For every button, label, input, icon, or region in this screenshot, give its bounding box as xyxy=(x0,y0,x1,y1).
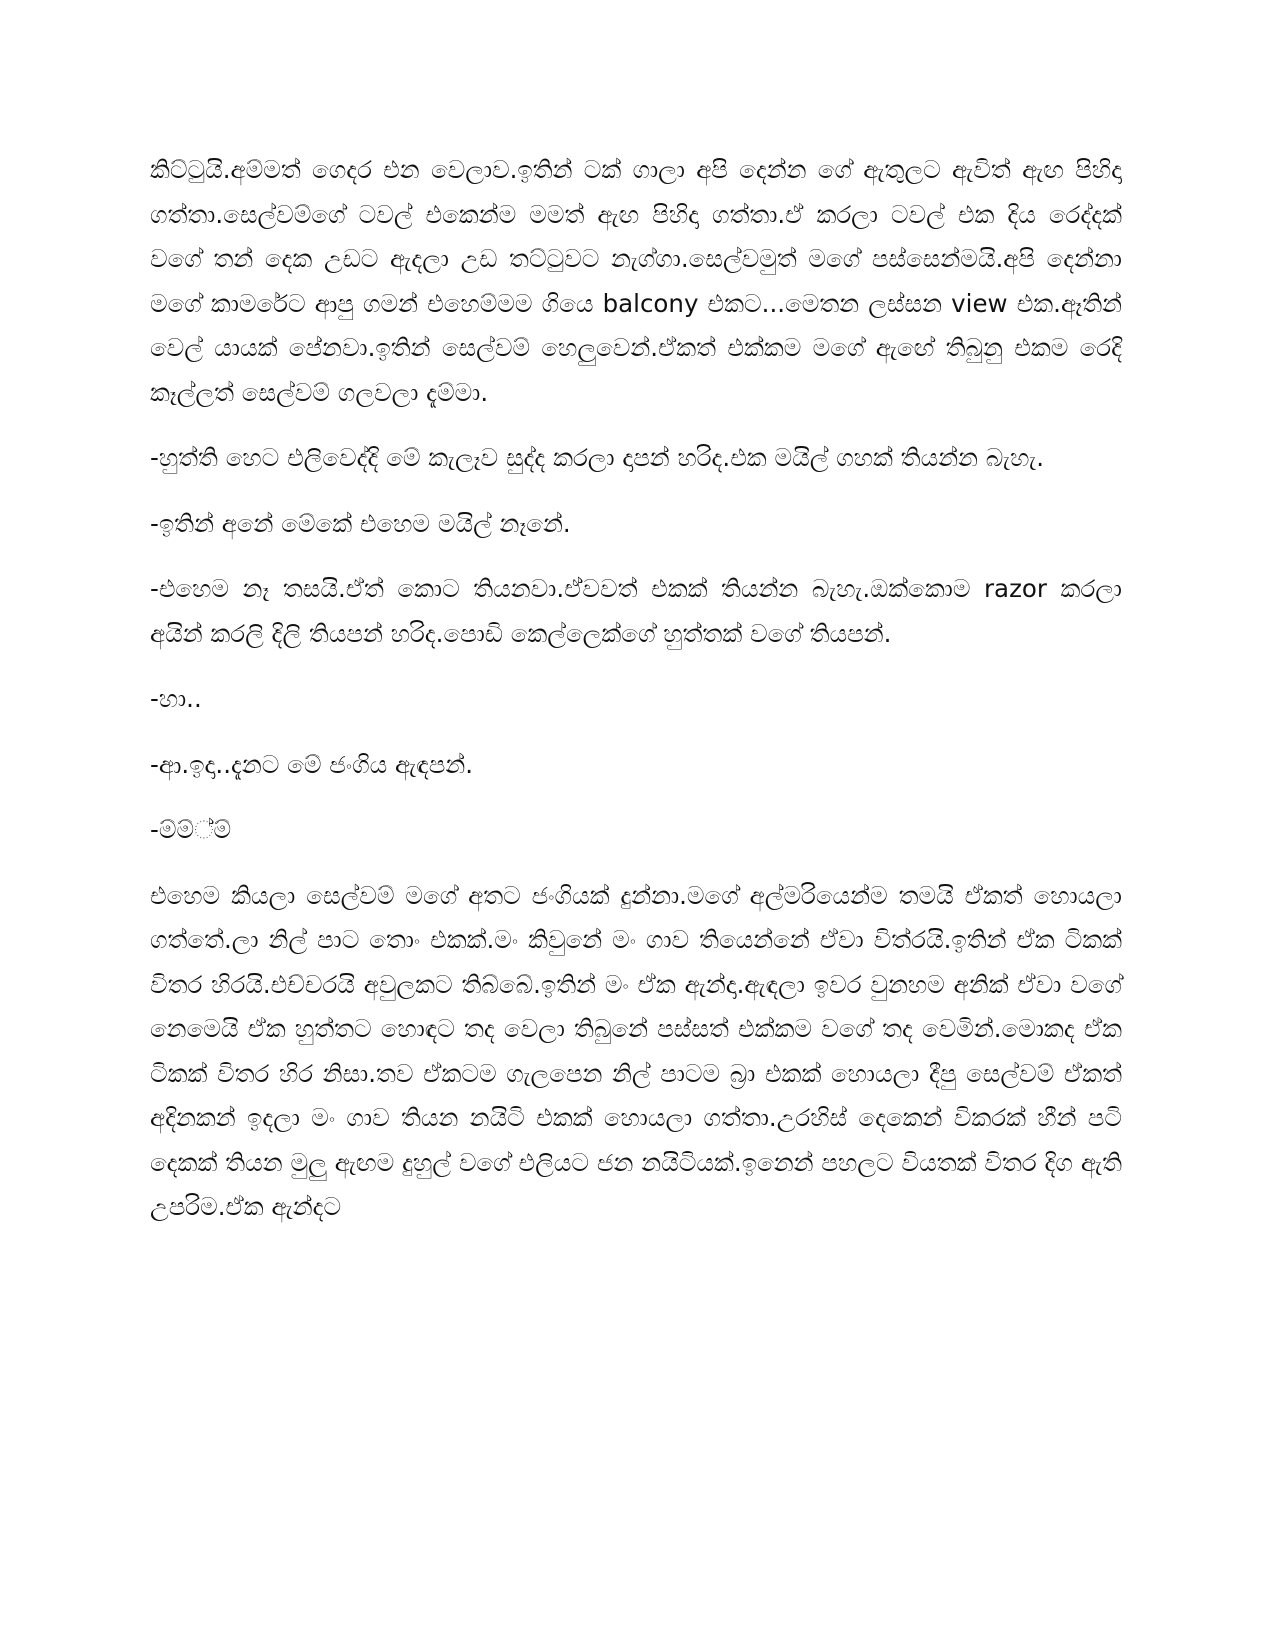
paragraph-7: -ම්ම්්ම් xyxy=(150,815,232,844)
paragraph-5: -හා.. xyxy=(150,684,202,713)
paragraph-3: -ඉතින් අනේ මේකේ එහෙම මයිල් නෑනේ. xyxy=(150,508,571,538)
paragraph-8: එහෙම කියලා සෙල්වම් මගේ අතට ජංගියක් දුන්නා.මගේ අල්මරියෙන්ම තමයි ඒකත් හොයලා ගත්තේ.ලා නිල් පාට තොං එකක්.මං කිවුනේ මං ගාව තියෙන්නේ ඒවා විත්රයි.ඉතින් ඒක ටිකක් විතර හිරයි.එච්චරයි අවුලකට තිබ්බේ.ඉතින් මං ඒක ඇන්දා.ඇඳලා ඉවර වුනහම අනික් ඒවා වගේ නෙමෙයි ඒක හුත්තට හොඳට තද වෙලා තිබුනේ පස්සත් එක්කම වගේ තද වෙමින්.මොකද ඒක ටිකක් විතර හිර නිසා.තව ඒකටම ගැලපෙන නිල් පාටම බ්‍රා එකක් හොයලා දීපු සෙල්වම් ඒකත් අදිනකන් ඉදලා මං ගාව තියන නයිටි එකක් හොයලා ගත්තා.උරහිස් දෙකෙන් විකරක් හීන් පටි දෙකක් තියන මුලු ඇඟම දුහුල් වගේ එලියට ජන නයිටියක්.ඉනෙන් පහලට වියතක් විතර දිග ඇති උපරිම.ඒක ඇන්දට xyxy=(150,880,1122,1221)
paragraph-1: කිට්ටුයි.අම්මත් ගෙදර එන වෙලාව.ඉතින් ටක් ගාලා අපි දෙන්න ගේ ඇතුලට ඇවිත් ඇඟ පිහිදා ගත්තා.සෙල්වම්ගේ ටවල් එකෙන්ම මමත් ඇඟ පිහිදා ගත්තා.ඒ කරලා ටවල් එක දිය රෙද්දක් වගේ තන් දෙක උඩට ඇදලා උඩ තට්ටුවට නැග්ගා.සෙල්වමුත් මගේ පස්සෙන්මයි.අපි දෙන්නා මගේ කාමරේට ආපු ගමන් එහෙම්මම ගියෙ balcony එකට...මෙතන ලස්සන view එක.ඈතින් වෙල් යායක් පේනවා.ඉතින් සෙල්වම් හෙලුවෙන්.ඒකත් එක්කම මගේ ඇඟේ තිබුනු එකම රෙදි කෑල්ලත් සෙල්වම් ගලවලා දැම්මා. xyxy=(150,155,1122,407)
paragraph-2: -හුත්ති හෙට එලිවෙද්දි මේ කැලෑව සුද්ද කරලා දාපන් හරිද.එක මයිල් ගහක් තියන්න බැහැ. xyxy=(150,443,1045,472)
document-body xyxy=(150,148,1122,1230)
paragraph-4: -එහෙම නෑ තසයි.ඒත් කොට තියනවා.ඒ්වවත් එකක් තියන්න බැහැ.ඔක්කොම razor කරලා අයින් කරලි දිලි තියපන් හරිද.පොඩි කෙල්ලෙක්ගේ හුත්තක් වගේ තියපන්. xyxy=(150,574,1122,648)
paragraph-6: -ආ.ඉදා..දැනට මේ ජංගිය ඇඳපන්. xyxy=(150,749,474,779)
